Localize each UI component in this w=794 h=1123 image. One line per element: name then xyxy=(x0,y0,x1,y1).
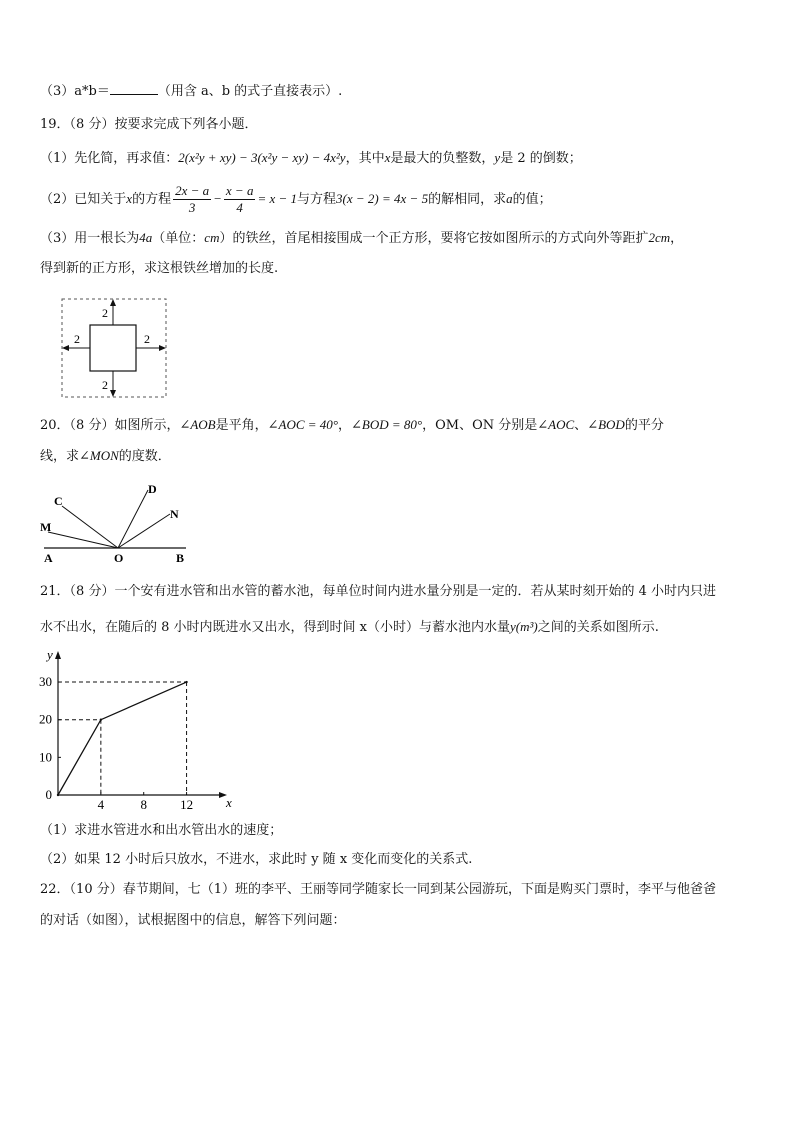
angle-aoc-value: ∠AOC = 40° xyxy=(267,417,339,432)
y-tick-label-0: 0 xyxy=(45,787,52,802)
q21-line2 xyxy=(40,618,659,637)
arrow-up-head xyxy=(110,299,116,306)
q19-part3-length: 4a xyxy=(139,230,153,245)
fraction-1-numerator: 2x − a xyxy=(175,183,210,198)
label-c: C xyxy=(54,494,63,508)
y-axis-arrow xyxy=(55,651,61,659)
chart-ticks xyxy=(39,674,193,812)
q19-part1-expression: 2(x²y + xy) − 3(x²y − xy) − 4x²y xyxy=(178,150,346,165)
q19-part3-unit-open: （单位： xyxy=(152,231,205,246)
label-a: A xyxy=(44,551,53,565)
q20-sep: ， xyxy=(338,418,352,433)
y-axis-label: y xyxy=(47,647,53,662)
q19-part2-end1: 的解相同，求 xyxy=(428,192,507,207)
q20-end: 的平分 xyxy=(624,418,664,433)
x-tick-label-0: 4 xyxy=(97,797,105,812)
arrow-right-head xyxy=(159,345,166,351)
fraction-2-denominator: 4 xyxy=(236,200,243,215)
q21-line2-end: 之间的关系如图所示. xyxy=(537,620,659,635)
data-point-0-1 xyxy=(100,719,102,721)
ray-od xyxy=(118,490,148,548)
q21-sub2: （2）如果 12 小时后只放水，不进水，求此时 y 随 x 变化而变化的关系式. xyxy=(40,852,473,867)
angle-bod: ∠BOD xyxy=(587,417,625,432)
square-expansion-figure xyxy=(60,297,168,399)
x-tick-label-2: 12 xyxy=(180,797,194,812)
q20-line1 xyxy=(40,416,664,435)
q19-part2-equation2: 3(x − 2) = 4x − 5 xyxy=(336,191,429,206)
y-tick-label-1: 10 xyxy=(39,749,52,765)
arrow-down-head xyxy=(110,390,116,397)
data-point-0-0 xyxy=(57,794,59,796)
q20-text-a: 是平角， xyxy=(215,418,268,433)
y-tick-label-3: 30 xyxy=(39,674,52,690)
q20-line2-prefix: 线，求 xyxy=(40,449,80,464)
q19-part1-y: y xyxy=(494,150,501,165)
fraction-1 xyxy=(173,183,211,216)
chart-guides xyxy=(58,682,187,795)
y-tick-label-2: 20 xyxy=(39,711,52,727)
q19-part2-x: x xyxy=(126,191,133,206)
q19-part2-mid: 的方程 xyxy=(132,192,172,207)
angle-mon: ∠MON xyxy=(79,448,119,463)
inner-square xyxy=(90,325,136,371)
q20-prefix: 20．（8 分）如图所示， xyxy=(40,418,180,433)
label-n: N xyxy=(170,507,179,521)
q22-line2: 的对话（如图），试根据图中的信息，解答下列问题： xyxy=(40,913,346,928)
series-line-0 xyxy=(58,682,187,795)
chart-axes xyxy=(45,647,232,810)
q19-part3-unit: cm xyxy=(204,230,220,245)
q19-part3-prefix: （3）用一根长为 xyxy=(40,231,140,246)
angle-aoc: ∠AOC xyxy=(537,417,575,432)
q19-part1-x: x xyxy=(384,150,391,165)
q19-part2-prefix: （2）已知关于 xyxy=(40,192,127,207)
q20-line2-end: 的度数． xyxy=(118,449,171,464)
q19-part3 xyxy=(40,229,683,248)
label-bottom: 2 xyxy=(102,378,108,392)
q20-text-b: ，OM、ON 分别是 xyxy=(422,418,538,433)
label-right: 2 xyxy=(144,332,150,346)
q21-y: y xyxy=(510,619,516,634)
q19-header: 19．（8 分）按要求完成下列各小题． xyxy=(40,117,258,132)
fraction-2-numerator: x − a xyxy=(225,183,254,198)
q19-part1-mid: ，其中 xyxy=(345,151,385,166)
minus-sign: − xyxy=(213,191,222,206)
angle-aob: ∠AOB xyxy=(179,417,216,432)
q21-unit: (m³) xyxy=(515,619,538,634)
label-top: 2 xyxy=(102,306,108,320)
label-d: D xyxy=(148,482,157,496)
q19-part1-end: 是 2 的倒数； xyxy=(500,151,582,166)
q21-line2-prefix: 水不出水，在随后的 8 小时内既进水又出水，得到时间 x（小时）与蓄水池内水量 xyxy=(40,620,511,635)
q19-part1-cond: 是最大的负整数， xyxy=(390,151,495,166)
q19-part2-end2: 的值； xyxy=(512,192,552,207)
ray-on xyxy=(118,514,170,548)
arrow-left-head xyxy=(62,345,69,351)
q19-part3-distance: 2cm xyxy=(648,230,671,245)
label-b: B xyxy=(176,551,185,565)
q20-dun: 、 xyxy=(574,418,588,433)
q19-part2-rhs: = x − 1 xyxy=(257,191,298,206)
chart-series xyxy=(57,681,188,796)
q19-part1-prefix: （1）先化简，再求值： xyxy=(40,151,179,166)
q22-line1: 22．（10 分）春节期间，七（1）班的李平、王丽等同学随家长一同到某公园游玩，下面是购买门票时，李平与他爸爸 xyxy=(40,882,716,897)
angle-bod-value: ∠BOD = 80° xyxy=(351,417,423,432)
x-axis-label: x xyxy=(226,795,232,810)
water-volume-chart xyxy=(30,645,240,815)
label-left: 2 xyxy=(74,332,80,346)
q19-part2-and: 与方程 xyxy=(297,192,337,207)
q18-part3-prefix: （3）a*b＝ xyxy=(40,84,110,99)
q19-part2 xyxy=(40,182,552,217)
q21-sub1: （1）求进水管进水和出水管出水的速度； xyxy=(40,823,283,838)
q19-part3-mid: ）的铁丝，首尾相接围成一个正方形，要将它按如图所示的方式向外等距扩 xyxy=(219,231,649,246)
q18-part3-suffix: （用含 a、b 的式子直接表示）. xyxy=(157,84,343,99)
fraction-1-denominator: 3 xyxy=(188,200,196,215)
q19-part3-line2: 得到新的正方形，求这根铁丝增加的长度. xyxy=(40,261,279,276)
q19-part1 xyxy=(40,149,582,168)
q19-part3-comma: ， xyxy=(670,231,684,246)
label-m: M xyxy=(40,520,52,534)
q18-part3 xyxy=(40,82,342,101)
label-o: O xyxy=(114,551,124,565)
q19-part2-a: a xyxy=(506,191,513,206)
q21-line1: 21．（8 分）一个安有进水管和出水管的蓄水池，每单位时间内进水量分别是一定的．若从某时刻开始的 4 小时内只进 xyxy=(40,584,716,599)
fraction-2 xyxy=(224,183,256,216)
angle-figure xyxy=(36,480,196,566)
q20-line2 xyxy=(40,447,171,466)
x-tick-label-1: 8 xyxy=(140,797,147,812)
answer-blank xyxy=(110,82,158,95)
data-point-0-2 xyxy=(185,681,187,683)
